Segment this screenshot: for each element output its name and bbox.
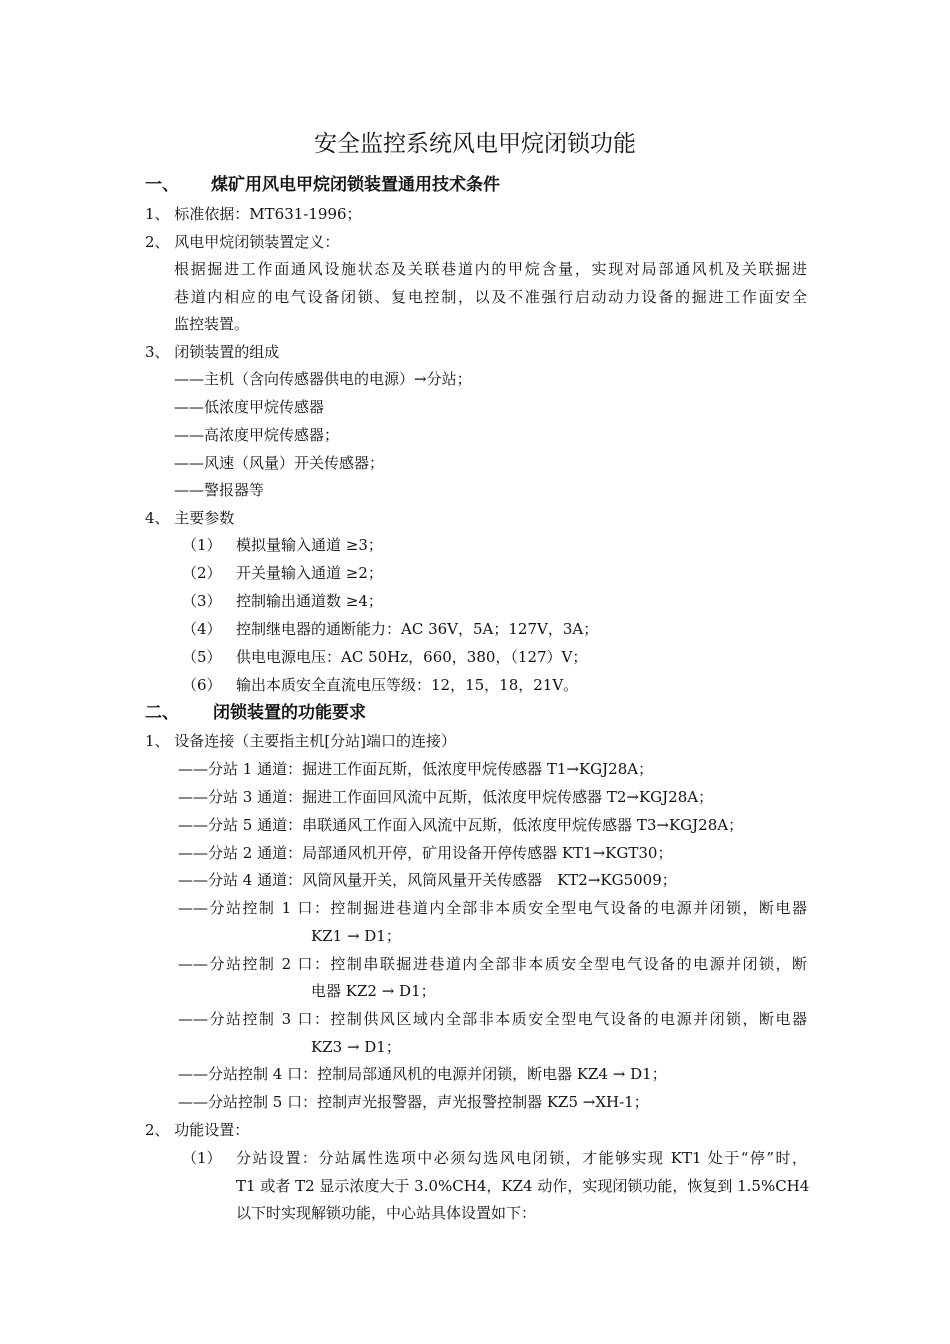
section-1-heading: 煤矿用风电甲烷闭锁装置通用技术条件 (211, 175, 500, 195)
parameter-number: （5） (182, 648, 222, 666)
parameter-number: （2） (182, 564, 222, 582)
connection-item: ——分站 2 通道：局部通风机开停，矿用设备开停传感器 KT1→KGT30； (178, 844, 673, 862)
document-title: 安全监控系统风电甲烷闭锁功能 (314, 131, 636, 157)
connection-item: ——分站控制 1 口：控制掘进巷道内全部非本质安全型电气设备的电源并闭锁，断电器 (178, 899, 807, 917)
definition-text-line: 根据掘进工作面通风设施状态及关联巷道内的甲烷含量，实现对局部通风机及关联掘进 (174, 260, 807, 278)
connection-item: ——分站 4 通道：风筒风量开关，风筒风量开关传感器 KT2→KG5009； (178, 871, 677, 889)
connection-item: ——分站 5 通道：串联通风工作面入风流中瓦斯，低浓度甲烷传感器 T3→KGJ28A； (178, 816, 744, 834)
definition-text-line: 巷道内相应的电气设备闭锁、复电控制，以及不准强行启动动力设备的掘进工作面安全 (174, 288, 807, 306)
function-text-line: 以下时实现解锁功能，中心站具体设置如下： (236, 1204, 537, 1222)
parameter-text: 模拟量输入通道 ≥3； (236, 536, 383, 554)
parameter-number: （1） (182, 536, 222, 554)
parameter-text: 控制输出通道数 ≥4； (236, 592, 383, 610)
connection-item-continuation: 电器 KZ2 → D1； (311, 982, 436, 1000)
composition-item: ——风速（风量）开关传感器； (174, 454, 385, 472)
composition-item: ——主机（含向传感器供电的电源）→分站； (174, 370, 472, 388)
parameter-text: 输出本质安全直流电压等级：12，15，18，21V。 (236, 676, 579, 694)
definition-text-line: 监控装置。 (174, 315, 250, 333)
composition-item: ——低浓度甲烷传感器 (174, 398, 325, 416)
parameter-number: （4） (182, 620, 222, 638)
section-2-heading: 闭锁装置的功能要求 (213, 703, 366, 723)
parameter-number: （3） (182, 592, 222, 610)
parameter-text: 开关量输入通道 ≥2； (236, 564, 383, 582)
connection-item: ——分站控制 5 口：控制声光报警器，声光报警控制器 KZ5 →XH-1； (178, 1093, 649, 1111)
section-1-number: 一、 (145, 175, 179, 195)
parameter-number: （6） (182, 676, 222, 694)
composition-item: ——高浓度甲烷传感器； (174, 426, 340, 444)
composition-item: ——警报器等 (174, 481, 265, 499)
connection-item: ——分站 3 通道：掘进工作面回风流中瓦斯，低浓度甲烷传感器 T2→KGJ28A； (178, 788, 714, 806)
connection-item: ——分站 1 通道：掘进工作面瓦斯，低浓度甲烷传感器 T1→KGJ28A； (178, 760, 654, 778)
item-composition-label: 3、 闭锁装置的组成 (145, 343, 280, 361)
section-2-number: 二、 (145, 703, 179, 723)
connection-item-continuation: KZ3 → D1； (311, 1038, 401, 1056)
function-text-line: T1 或者 T2 显示浓度大于 3.0%CH4，KZ4 动作，实现闭锁功能，恢复到 1.5%CH4 (236, 1177, 810, 1195)
item-parameters-label: 4、 主要参数 (145, 509, 235, 527)
connection-item: ——分站控制 4 口：控制局部通风机的电源并闭锁，断电器 KZ4 → D1； (178, 1065, 667, 1083)
item-device-connection-label: 1、 设备连接（主要指主机[分站]端口的连接） (145, 732, 457, 750)
connection-item-continuation: KZ1 → D1； (311, 927, 401, 945)
parameter-text: 供电电源电压：AC 50Hz，660，380，（127）V； (236, 648, 588, 666)
parameter-text: 控制继电器的通断能力：AC 36V，5A；127V，3A； (236, 620, 599, 638)
function-text-line: 分站设置：分站属性选项中必须勾选风电闭锁，才能够实现 KT1 处于“停”时， (236, 1149, 807, 1167)
connection-item: ——分站控制 3 口：控制供风区域内全部非本质安全型电气设备的电源并闭锁，断电器 (178, 1010, 807, 1028)
connection-item: ——分站控制 2 口：控制串联掘进巷道内全部非本质安全型电气设备的电源并闭锁，断 (178, 955, 807, 973)
item-standard: 1、 标准依据：MT631-1996； (145, 205, 362, 223)
item-definition-label: 2、 风电甲烷闭锁装置定义： (145, 233, 340, 251)
item-function-settings-label: 2、 功能设置： (145, 1121, 250, 1139)
function-number: （1） (182, 1149, 222, 1167)
